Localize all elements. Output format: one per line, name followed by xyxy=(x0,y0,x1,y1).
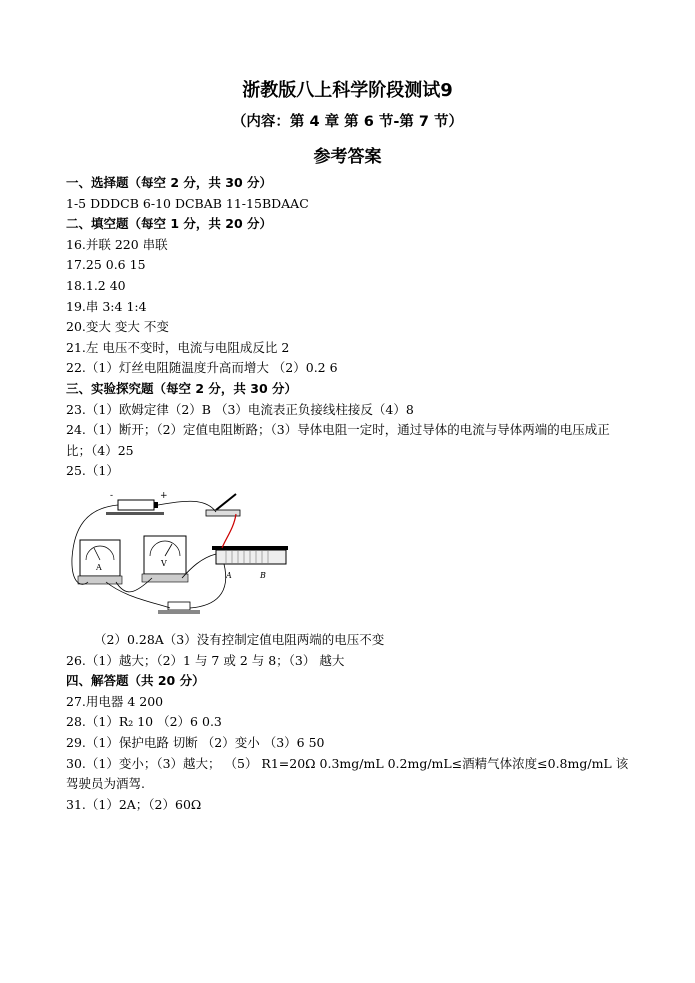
battery-minus-label: - xyxy=(110,491,114,501)
answer-line: 27.用电器 4 200 xyxy=(66,693,164,709)
answer-line: 30.（1）变小；（3）越大； （5） R1=20Ω 0.3mg/mL 0.2mg/mL≤酒精气体浓度≤0.8mg/mL 该驾驶员为酒驾. xyxy=(66,755,629,792)
answer-line: 24.（1）断开；（2）定值电阻断路；（3）导体电阻一定时，通过导体的电流与导体两端的电压成正比；（4）25 xyxy=(66,422,610,458)
added-wire xyxy=(222,514,236,548)
answers-block-2 xyxy=(66,630,666,815)
answer-line: 29.（1）保护电路 切断 （2）变小 （3）6 50 xyxy=(66,734,325,750)
page-title: 浙教版八上科学阶段测试9 xyxy=(242,80,453,101)
ammeter-label: A xyxy=(96,563,102,572)
answer-line: 22.（1）灯丝电阻随温度升高而增大 （2）0.2 6 xyxy=(66,360,338,376)
answer-line: 28.（1）R₂ 10 （2）6 0.3 xyxy=(66,714,222,730)
battery-icon xyxy=(106,491,168,515)
answer-line: 18.1.2 40 xyxy=(66,277,126,293)
battery-plus-label: + xyxy=(160,491,168,501)
answer-line: 23.（1）欧姆定律（2）B （3）电流表正负接线柱接反（4）8 xyxy=(66,401,414,417)
page-subtitle: （内容：第 4 章 第 6 节-第 7 节） xyxy=(231,114,464,130)
section-heading-fill: 二、填空题（每空 1 分，共 20 分） xyxy=(66,216,273,232)
answer-line: （2）0.28A（3）没有控制定值电阻两端的电压不变 xyxy=(94,632,385,647)
ammeter-icon xyxy=(78,540,122,584)
answer-line: 19.串 3:4 1:4 xyxy=(66,298,147,314)
rheostat-terminal-a: A xyxy=(226,571,232,580)
section-heading-choice: 一、选择题（每空 2 分，共 30 分） xyxy=(66,175,273,190)
circuit-diagram xyxy=(66,488,306,623)
answer-line: 21.左 电压不变时，电流与电阻成反比 2 xyxy=(66,339,290,355)
answer-line: 16.并联 220 串联 xyxy=(66,236,168,252)
answer-line: 1-5 DDDCB 6-10 DCBAB 11-15BDAAC xyxy=(66,195,309,211)
voltmeter-label: V xyxy=(161,559,167,568)
answer-line: 20.变大 变大 不变 xyxy=(66,319,169,335)
answers-title: 参考答案 xyxy=(313,147,382,167)
answer-line: 26.（1）越大；（2）1 与 7 或 2 与 8；（3） 越大 xyxy=(66,652,345,668)
section-heading-experiment: 三、实验探究题（每空 2 分，共 30 分） xyxy=(66,380,298,396)
rheostat-terminal-b: B xyxy=(260,571,266,580)
switch-icon xyxy=(206,494,240,516)
answer-line: 31.（1）2A；（2）60Ω xyxy=(66,796,202,812)
answer-line: 25.（1） xyxy=(66,463,119,479)
rheostat-icon xyxy=(212,546,288,580)
answers-block-1 xyxy=(66,173,666,482)
answer-line: 17.25 0.6 15 xyxy=(66,257,146,273)
section-heading-solve: 四、解答题（共 20 分） xyxy=(66,673,205,689)
voltmeter-icon xyxy=(142,536,188,582)
